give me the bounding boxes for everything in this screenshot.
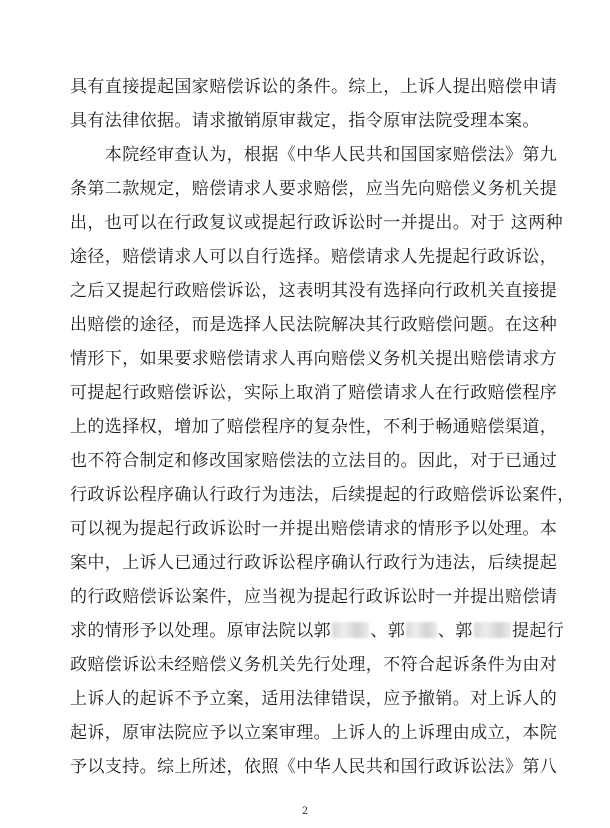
text-line: 上的选择权，增加了赔偿程序的复杂性，不利于畅通赔偿渠道，	[70, 417, 558, 437]
text-segment: 提起行	[512, 621, 565, 641]
text-line: 途径，赔偿请求人可以自行选择。赔偿请求人先提起行政诉讼，	[70, 247, 558, 267]
text-line: 具有法律依据。请求撤销原审裁定，指令原审法院受理本案。	[70, 111, 540, 131]
text-line: 具有直接提起国家赔偿诉讼的条件。综上，上诉人提出赔偿申请	[70, 77, 558, 97]
text-line: 政赔偿诉讼未经赔偿义务机关先行处理，不符合起诉条件为由对	[70, 655, 558, 675]
text-line: 情形下，如果要求赔偿请求人再向赔偿义务机关提出赔偿请求方	[70, 349, 558, 369]
text-segment: 、郭	[437, 621, 473, 641]
text-line: 的行政赔偿诉讼案件，应当视为提起行政诉讼时一并提出赔偿请	[70, 587, 558, 607]
text-line: 也不符合制定和修改国家赔偿法的立法目的。因此，对于已通过	[70, 451, 558, 471]
text-line: 本院经审查认为，根据《中华人民共和国国家赔偿法》第九	[70, 145, 558, 165]
text-segment: 、郭	[370, 621, 406, 641]
text-line-redacted	[70, 614, 565, 648]
text-line: 上诉人的起诉不予立案，适用法律错误，应予撤销。对上诉人的	[70, 689, 558, 709]
redacted-name	[332, 622, 369, 638]
document-body	[70, 70, 575, 784]
text-line: 条第二款规定，赔偿请求人要求赔偿，应当先向赔偿义务机关提	[70, 179, 558, 199]
redacted-name	[474, 622, 511, 638]
text-line: 予以支持。综上所述，依照《中华人民共和国行政诉讼法》第八	[70, 757, 558, 777]
text-segment: 求的情形予以处理。原审法院以郭	[70, 621, 331, 641]
page-number: 2	[301, 806, 309, 817]
text-line: 行政诉讼程序确认行政行为违法，后续提起的行政赔偿诉讼案件，	[70, 485, 575, 505]
text-line: 案中，上诉人已通过行政诉讼程序确认行政行为违法，后续提起	[70, 553, 558, 573]
redacted-name	[406, 622, 437, 638]
text-line: 出赔偿的途径，而是选择人民法院解决其行政赔偿问题。在这种	[70, 315, 558, 335]
text-line: 起诉，原审法院应予以立案审理。上诉人的上诉理由成立，本院	[70, 723, 558, 743]
text-line: 可提起行政赔偿诉讼，实际上取消了赔偿请求人在行政赔偿程序	[70, 383, 558, 403]
text-line: 之后又提起行政赔偿诉讼，这表明其没有选择向行政机关直接提	[70, 281, 558, 301]
text-line: 出，也可以在行政复议或提起行政诉讼时一并提出。对于 这两种	[70, 213, 564, 233]
text-line: 可以视为提起行政诉讼时一并提出赔偿请求的情形予以处理。本	[70, 519, 558, 539]
